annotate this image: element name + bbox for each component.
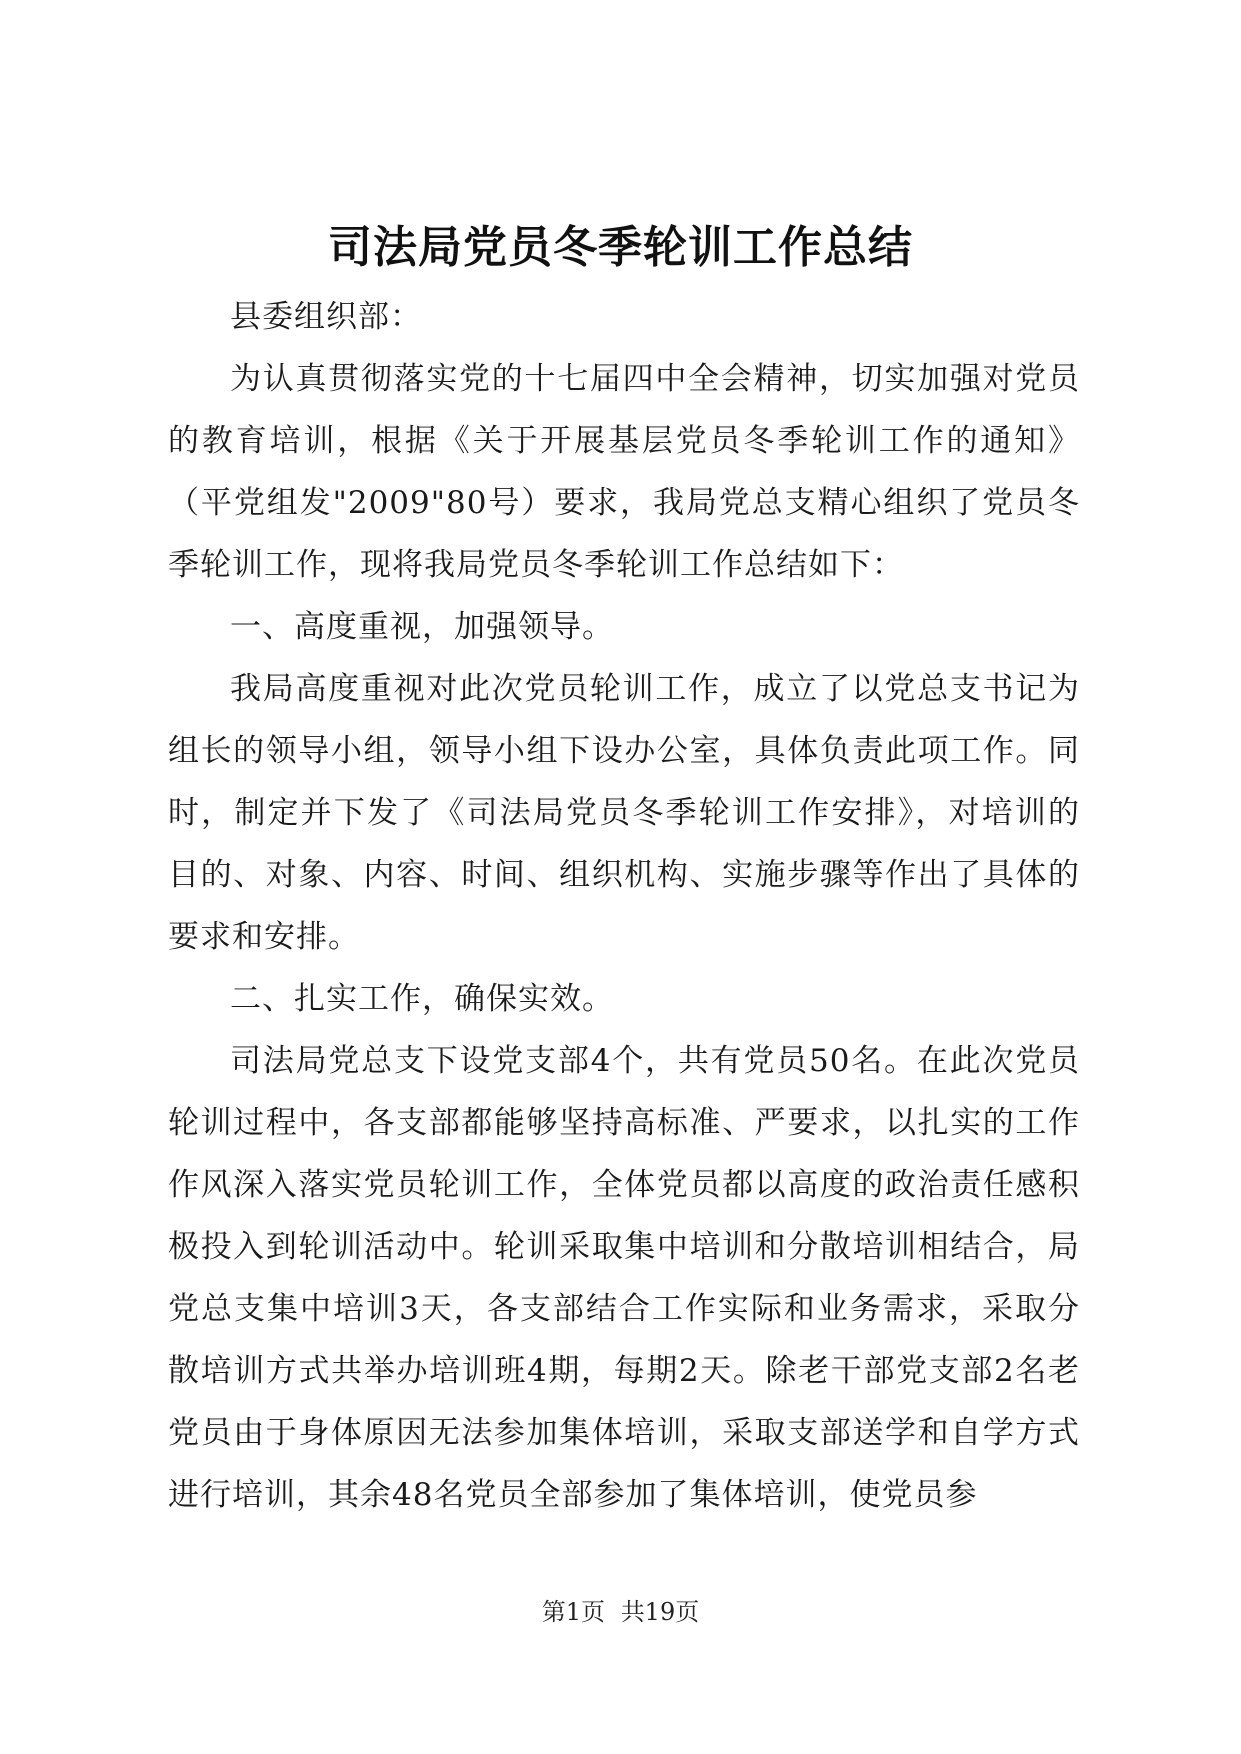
page-footer <box>0 1596 1241 1628</box>
page-total: 共19页 <box>620 1598 700 1626</box>
document-body <box>168 286 1080 1526</box>
document-title: 司法局党员冬季轮训工作总结 <box>328 222 913 273</box>
section-1-paragraph: 我局高度重视对此次党员轮训工作，成立了以党总支书记为组长的领导小组，领导小组下设办公室，具体负责此项工作。同时，制定并下发了《司法局党员冬季轮训工作安排》，对培训的目的、对象、内容、时间、组织机构、实施步骤等作出了具体的要求和安排。 <box>168 671 1080 955</box>
section-heading-2: 二、扎实工作，确保实效。 <box>230 981 614 1017</box>
section-heading-1: 一、高度重视，加强领导。 <box>230 609 614 645</box>
intro-paragraph: 为认真贯彻落实党的十七届四中全会精神，切实加强对党员的教育培训，根据《关于开展基层党员冬季轮训工作的通知》（平党组发"2009"80号）要求，我局党总支精心组织了党员冬季轮训工作，现将我局党员冬季轮训工作总结如下： <box>168 361 1080 583</box>
salutation-paragraph: 县委组织部： <box>230 299 422 335</box>
section-2-paragraph: 司法局党总支下设党支部4个，共有党员50名。在此次党员轮训过程中，各支部都能够坚持高标准、严要求，以扎实的工作作风深入落实党员轮训工作，全体党员都以高度的政治责任感积极投入到轮训活动中。轮训采取集中培训和分散培训相结合，局党总支集中培训3天，各支部结合工作实际和业务需求，采取分散培训方式共举办培训班4期，每期2天。除老干部党支部2名老党员由于身体原因无法参加集体培训，采取支部送学和自学方式进行培训，其余48名党员全部参加了集体培训，使党员参 <box>168 1043 1080 1513</box>
page-number: 第1页 <box>541 1598 606 1626</box>
